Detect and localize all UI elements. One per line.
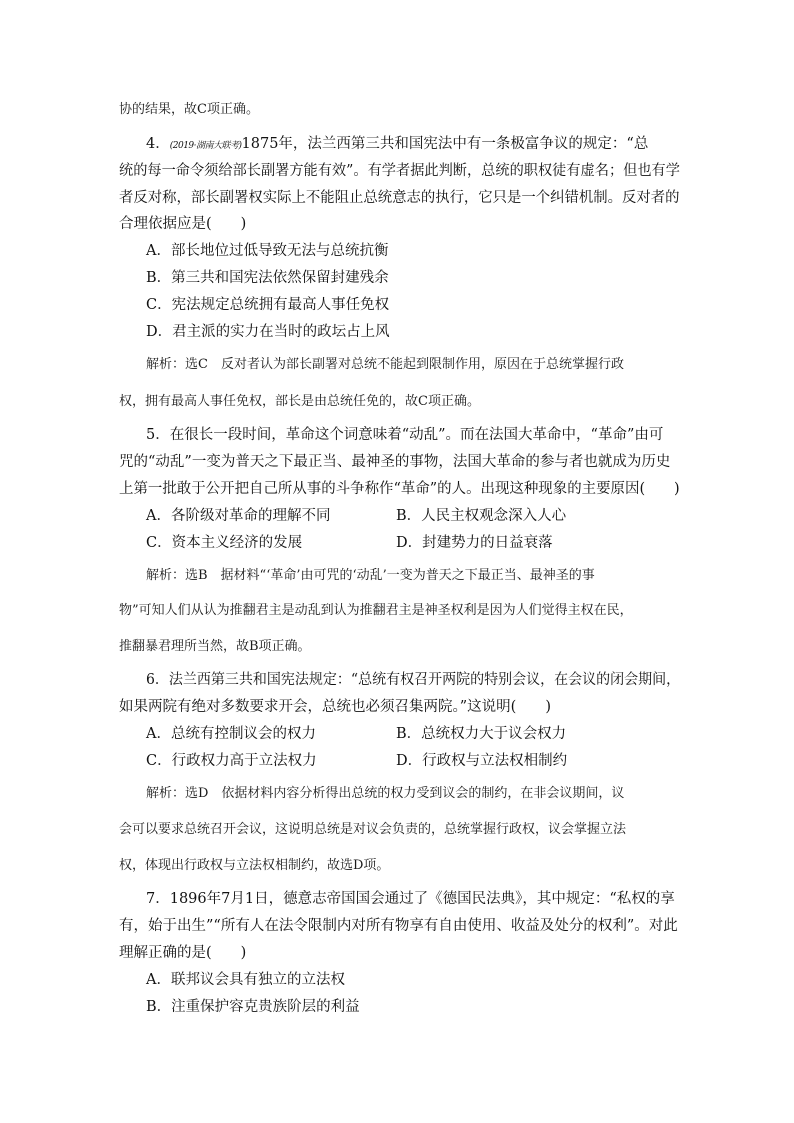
- q4-source: (2019·湖南大联考): [169, 141, 242, 151]
- q5-line-2: 咒的“动乱”一变为普天之下最正当、最神圣的事物，法国大革命的参与者也就成为历史: [119, 454, 671, 470]
- q4-option-a: A．部长地位过低导致无法与总统抗衡: [146, 243, 389, 259]
- q5-option-c: C．资本主义经济的发展: [146, 535, 303, 551]
- q4-line-2: 统的每一命令须给部长副署方能有效”。有学者据此判断，总统的职权徒有虚名；但也有学: [119, 163, 680, 179]
- q7-line-1: 7．1896年7月1日，德意志帝国国会通过了《德国民法典》，其中规定：“私权的享: [146, 891, 675, 907]
- q6-option-c: C．行政权力高于立法权力: [146, 753, 317, 769]
- q5-analysis-1: 解析：选B 据材料“‘革命’由可咒的‘动乱’一变为普天之下最正当、最神圣的事: [146, 568, 595, 583]
- q6-analysis-3: 权，体现出行政权与立法权相制约，故选D项。: [119, 858, 390, 873]
- q5-analysis-2: 物”可知人们从认为推翻君主是动乱到认为推翻君主是神圣权利是因为人们觉得主权在民，: [119, 603, 633, 618]
- q6-option-d: D．行政权与立法权相制约: [396, 753, 568, 769]
- q5-line-1: 5．在很长一段时间，革命这个词意味着“动乱”。而在法国大革命中，“革命”由可: [146, 427, 664, 443]
- q5-analysis-3: 推翻暴君理所当然，故B项正确。: [119, 639, 311, 654]
- q4-option-d: D．君主派的实力在当时的政坛占上风: [146, 324, 390, 340]
- q6-analysis-2: 会可以要求总统召开会议，这说明总统是对议会负责的，总统掌握行政权，议会掌握立法: [119, 822, 627, 837]
- q5-option-b: B．人民主权观念深入人心: [396, 508, 567, 524]
- q7-line-2: 有，始于出生”“所有人在法令限制内对所有物享有自由使用、收益及处分的权利”。对此: [119, 918, 678, 934]
- q5-line-3: 上第一批敢于公开把自己所从事的斗争称作“革命”的人。出现这种现象的主要原因( ): [119, 481, 680, 497]
- previous-answer-tail: 协的结果，故C项正确。: [119, 102, 259, 117]
- q5-option-a: A．各阶级对革命的理解不同: [146, 508, 331, 524]
- q7-line-3: 理解正确的是( ): [119, 945, 247, 961]
- q6-line-2: 如果两院有绝对多数要求开会，总统也必须召集两院。”这说明( ): [119, 699, 551, 715]
- q7-option-a: A．联邦议会具有独立的立法权: [146, 972, 345, 988]
- q6-line-1: 6．法兰西第三共和国宪法规定：“总统有权召开两院的特别会议，在会议的闭会期间，: [146, 672, 681, 688]
- q7-option-b: B．注重保护容克贵族阶层的利益: [146, 999, 360, 1015]
- q4-analysis-2: 权，拥有最高人事任免权，部长是由总统任免的，故C项正确。: [119, 394, 480, 409]
- q4-line-3: 者反对称，部长副署权实际上不能阻止总统意志的执行，它只是一个纠错机制。反对者的: [119, 190, 680, 206]
- q4-number: 4．: [146, 136, 170, 152]
- q5-option-d: D．封建势力的日益衰落: [396, 535, 553, 551]
- q4-text-1: 1875年，法兰西第三共和国宪法中有一条极富争议的规定：“总: [241, 136, 649, 152]
- q4-option-b: B．第三共和国宪法依然保留封建残余: [146, 270, 389, 286]
- q6-option-a: A．总统有控制议会的权力: [146, 726, 316, 742]
- q4-analysis-1: 解析：选C 反对者认为部长副署对总统不能起到限制作用，原因在于总统掌握行政: [146, 357, 624, 372]
- q6-option-b: B．总统权力大于议会权力: [396, 726, 567, 742]
- q6-analysis-1: 解析：选D 依据材料内容分析得出总统的权力受到议会的制约，在非会议期间，议: [146, 786, 625, 801]
- q4-line-4: 合理依据应是( ): [119, 216, 247, 232]
- q4-line-1: [146, 134, 648, 156]
- q4-option-c: C．宪法规定总统拥有最高人事任免权: [146, 297, 390, 313]
